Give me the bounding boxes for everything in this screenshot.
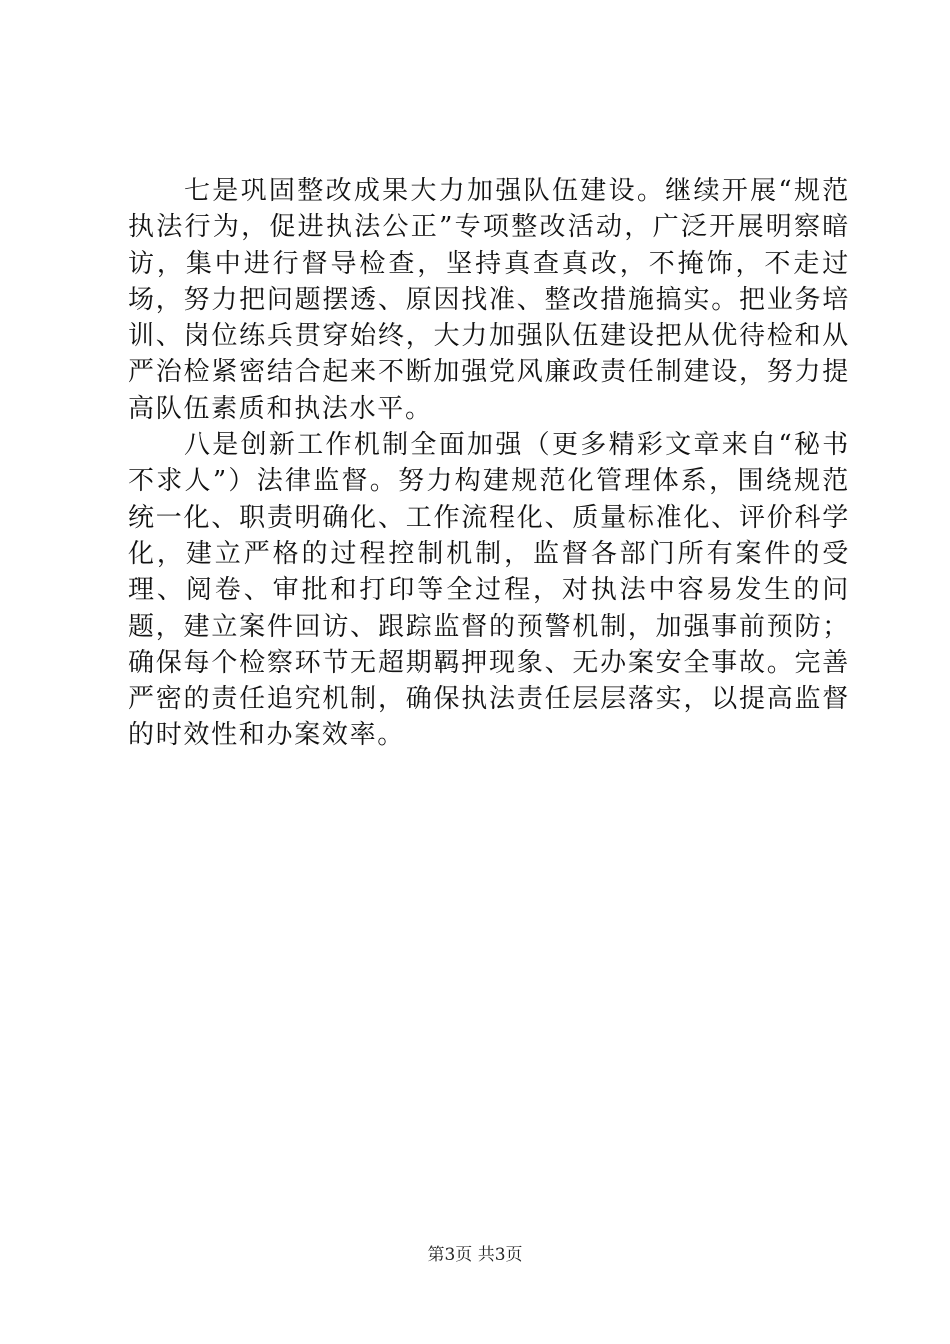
page-number: 第3页 共3页: [427, 1245, 523, 1265]
paragraph-8: 八是创新工作机制全面加强（更多精彩文章来自“秘书不求人”）法律监督。努力构建规范化管理体系，围绕规范统一化、职责明确化、工作流程化、质量标准化、评价科学化，建立严格的过程控制机制，监督各部门所有案件的受理、阅卷、审批和打印等全过程，对执法中容易发生的问题，建立案件回访、跟踪监督的预警机制，加强事前预防；确保每个检察环节无超期羁押现象、无办案安全事故。完善严密的责任追究机制，确保执法责任层层落实，以提高监督的时效性和办案效率。: [128, 430, 850, 751]
paragraph-7: 七是巩固整改成果大力加强队伍建设。继续开展“规范执法行为，促进执法公正”专项整改活动，广泛开展明察暗访，集中进行督导检查，坚持真查真改，不掩饰，不走过场，努力把问题摆透、原因找准、整改措施搞实。把业务培训、岗位练兵贯穿始终，大力加强队伍建设把从优待检和从严治检紧密结合起来不断加强党风廉政责任制建设，努力提高队伍素质和执法水平。: [128, 176, 850, 424]
document-body: [128, 173, 850, 754]
page-footer: [0, 1244, 950, 1266]
